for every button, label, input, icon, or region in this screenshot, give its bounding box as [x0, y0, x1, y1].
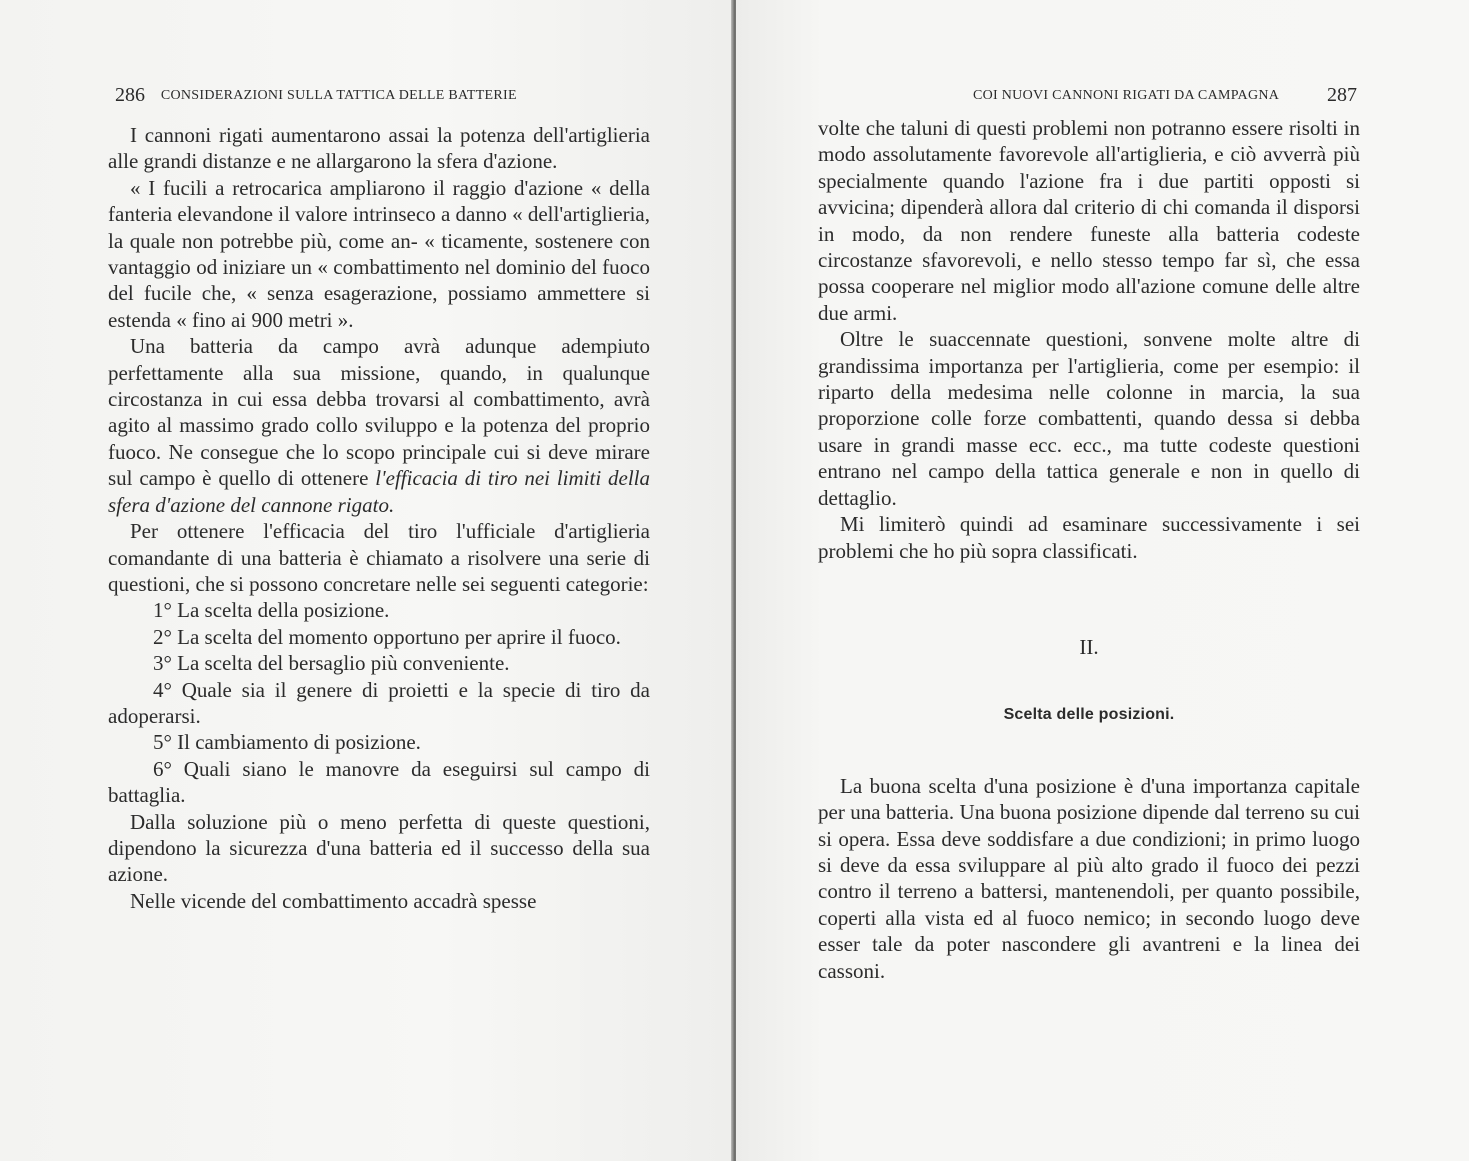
- paragraph: Per ottenere l'efficacia del tiro l'ufficiale d'artiglieria comandante di una batteria è chiamato a risolvere una serie di questioni, che si possono concretare nelle sei seguenti categorie:: [108, 519, 650, 596]
- list-item: 4° Quale sia il genere di proietti e la specie di tiro da adoperarsi.: [108, 677, 650, 728]
- list-item: 5° Il cambiamento di posizione.: [153, 730, 421, 755]
- list-item: 3° La scelta del bersaglio più conveniente.: [153, 651, 510, 676]
- left-running-header: [115, 84, 517, 107]
- paragraph: Dalla soluzione più o meno perfetta di queste questioni, dipendono la sicurezza d'una batteria ed il successo della sua azione.: [108, 809, 650, 887]
- quotation-paragraph: « I fucili a retrocarica ampliarono il raggio d'azione « della fanteria elevandone il valore intrinseco a danno « dell'artiglieria, la quale non potrebbe più, come an- « ticamente, sostenere con vantaggio od iniziare un « combattimento nel dominio del fuoco del fucile che, « senza esagerazione, possiamo ammettere si estenda « fino ai 900 metri ».: [108, 175, 650, 332]
- section-number: II.: [1079, 634, 1099, 659]
- paragraph: La buona scelta d'una posizione è d'una importanza capitale per una batteria. Una buona posizione dipende dal terreno su cui si opera. Essa deve soddisfare a due condizioni; in primo luogo si deve da essa sviluppare al più alto grado il fuoco dei pezzi contro il terreno a battersi, mantenendoli, per quanto possibile, coperti alla vista ed al fuoco nemico; in secondo luogo deve esser tale da poter nascondere gli avantreni e la linea dei cassoni.: [818, 773, 1360, 983]
- section-title: Scelta delle posizioni.: [1003, 706, 1175, 724]
- left-page-number: 286: [115, 84, 145, 106]
- italic-phrase: l'efficacia di tiro nei limiti della sfera d'azione del cannone rigato.: [108, 466, 650, 517]
- paragraph: Oltre le suaccennate questioni, sonvene molte altre di grandissima importanza per l'artiglieria, come per esempio: il riparto della medesima nelle colonne in marcia, la sua proporzione colle forze combattenti, quando dessa si debba usare in grandi masse ecc. ecc., ma tutte codeste questioni entrano nel campo della tattica generale e non in quello di dettaglio.: [818, 327, 1360, 510]
- right-page: [736, 0, 1469, 1161]
- list-item: 6° Quali siano le manovre da eseguirsi sul campo di battaglia.: [108, 756, 650, 808]
- left-running-head: CONSIDERAZIONI SULLA TATTICA DELLE BATTERIE: [160, 88, 517, 103]
- paragraph: [108, 333, 650, 518]
- paragraph-text: Una batteria da campo avrà adunque adempiuto perfettamente alla sua missione, quando, in qualunque circostanza in cui essa debba trovarsi al combattimento, avrà agito al massimo grado collo sviluppo e la potenza del proprio fuoco. Ne consegue che lo scopo principale cui si deve mirare sul campo è quello di ottenere: [108, 334, 650, 491]
- right-page-number: 287: [1327, 84, 1357, 106]
- paragraph: volte che taluni di questi problemi non potranno essere risolti in modo assolutamente favorevole all'artiglieria, e ciò avverrà più specialmente quando l'azione fra i due partiti opposti si avvicina; dipenderà allora dal criterio di chi comanda il disporsi in modo, da non rendere funeste alla batteria codeste circostanze sfavorevoli, e nello stesso tempo far sì, che essa possa cooperare nel miglior modo all'azione comune delle altre due armi.: [818, 116, 1360, 325]
- paragraph: Mi limiterò quindi ad esaminare successivamente i sei problemi che ho più sopra classificati.: [818, 512, 1360, 563]
- right-running-head: COI NUOVI CANNONI RIGATI DA CAMPAGNA: [972, 88, 1280, 103]
- right-body-text: [818, 115, 1360, 984]
- list-item: 1° La scelta della posizione.: [153, 598, 390, 623]
- paragraph: Nelle vicende del combattimento accadrà spesse: [130, 888, 537, 913]
- list-item: 2° La scelta del momento opportuno per aprire il fuoco.: [153, 624, 621, 649]
- left-page: [0, 0, 733, 1161]
- right-running-header: [973, 84, 1357, 107]
- left-body-text: [108, 122, 650, 914]
- paragraph: I cannoni rigati aumentarono assai la potenza dell'artiglieria alle grandi distanze e ne allargarono la sfera d'azione.: [108, 123, 650, 174]
